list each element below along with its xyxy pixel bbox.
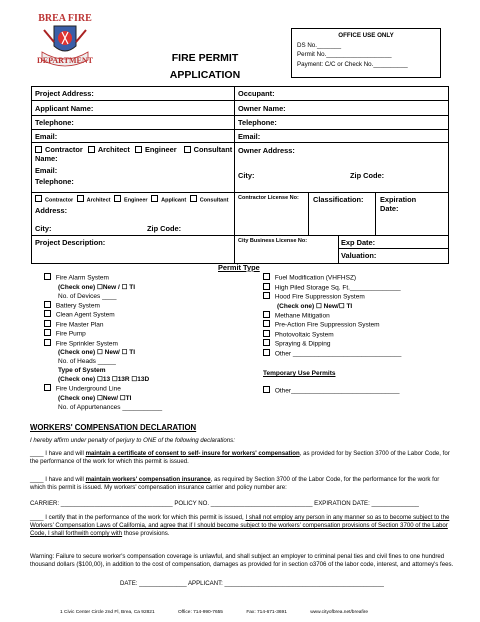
permit-left-label: Fire Sprinkler System — [55, 340, 118, 347]
permit-left-item[interactable] — [44, 301, 244, 311]
declaration-self-insure[interactable]: ____ I have and will maintain a certificate of consent to self- insure for workers' compensation, as provided for by Section 3700 of the Labor Code, for the performance of the work for which this permit is issued. — [30, 450, 450, 465]
permit-left-label: Fire Underground Line — [55, 385, 121, 393]
payment-field: Payment: C/C or Check No.__________ — [297, 60, 408, 68]
permit-left-checkbox[interactable] — [44, 339, 51, 346]
permit-right-label: Spraying & Dipping — [274, 340, 331, 348]
permit-left-checkbox[interactable] — [44, 320, 51, 327]
telephone-label: Telephone: — [35, 118, 74, 127]
permit-left-item[interactable] — [44, 273, 244, 283]
permit-right-item[interactable] — [263, 311, 463, 321]
permit-right-checkbox[interactable] — [263, 320, 270, 327]
applicant-form-grid — [31, 86, 449, 264]
owner-telephone-label: Telephone: — [238, 118, 277, 127]
city-label: City: — [35, 224, 52, 233]
footer-address: 1 Civic Center Circle 2nd Fl, Brea, Ca 92821 — [60, 610, 155, 615]
owner-address-label: Owner Address: — [238, 146, 295, 155]
architect-checkbox[interactable] — [88, 146, 95, 153]
permit-right-item[interactable] — [263, 330, 463, 340]
permit-type-right-list — [263, 273, 463, 358]
temporary-use-heading: Temporary Use Permits — [263, 370, 336, 377]
permit-number: Permit No.___________________ — [297, 51, 392, 58]
permit-right-label: Fuel Modification (VHFHSZ) — [274, 274, 357, 282]
applicant-name-label: Applicant Name: — [35, 104, 94, 113]
permit-right-checkbox[interactable] — [263, 330, 270, 337]
classification-label: Classification: — [313, 195, 364, 204]
permit-left-item — [44, 403, 244, 412]
permit-left-item[interactable] — [44, 329, 244, 339]
occupant-label: Occupant: — [238, 89, 275, 98]
title-line-2: APPLICATION — [169, 69, 241, 81]
permit-left-checkbox[interactable] — [44, 384, 51, 391]
permit-left-checkbox[interactable] — [44, 273, 51, 280]
owner-city-label: City: — [238, 171, 255, 180]
consultant-checkbox[interactable] — [184, 146, 191, 153]
ds-number: DS No._______ — [297, 41, 342, 49]
permit-right-checkbox[interactable] — [263, 311, 270, 318]
role-checkboxes-1[interactable]: Contractor Architect Engineer Consultant — [35, 145, 232, 154]
permit-right-label: Other ______________________________ — [274, 350, 402, 357]
permit-left-item[interactable] — [44, 320, 244, 330]
project-address-label: Project Address: — [35, 89, 94, 98]
permit-right-item[interactable] — [263, 283, 463, 293]
warning-text: Warning: Failure to secure worker's compensation coverage is unlawful, and shall subject an employer to criminal penal ties and civil fines to one hundred thousand dollars ($100,00), in addition to the cost of compensation, damages as provided for in section o3706 of the labor code, interest, and attorney's fees. — [30, 553, 454, 568]
permit-left-label: (Check one) ☐New / ☐ TI — [58, 283, 136, 291]
footer-office: Office: 714-990-7655 — [178, 610, 223, 615]
permit-left-checkbox[interactable] — [44, 310, 51, 317]
owner-email-label: Email: — [238, 132, 261, 141]
permit-right-checkbox[interactable] — [263, 339, 270, 346]
project-description-label: Project Description: — [35, 238, 106, 247]
email-label-2: Email: — [35, 166, 58, 175]
permit-left-checkbox[interactable] — [44, 301, 51, 308]
permit-left-item — [44, 366, 244, 375]
declaration-insurance[interactable]: ____ I have and will maintain workers' compensation insurance, as required by Section 3700 of the Labor Code, for the performance for the work for which this permit is issued. My workers' compensation insurance carrier and policy number are: — [30, 476, 440, 491]
expiration-date-label: Expiration Date: — [380, 195, 417, 213]
engineer-checkbox-2[interactable] — [114, 195, 121, 202]
permit-left-item[interactable] — [44, 339, 244, 349]
business-license-label: City Business License No: — [238, 238, 308, 244]
applicant-checkbox-2[interactable] — [151, 195, 158, 202]
role-checkboxes-2[interactable]: Contractor Architect Engineer Applicant Consultant — [35, 195, 228, 204]
permit-left-item[interactable] — [44, 310, 244, 320]
contractor-checkbox-2[interactable] — [35, 195, 42, 202]
permit-left-label: Fire Master Plan — [55, 321, 104, 328]
permit-right-checkbox[interactable] — [263, 349, 270, 356]
footer-fax: Fax: 714-671-3691 — [246, 610, 287, 615]
telephone-label-2: Telephone: — [35, 177, 74, 186]
permit-left-label: (Check one) ☐13 ☐13R ☐13D — [58, 376, 150, 383]
temporary-other-checkbox[interactable] — [263, 386, 270, 393]
permit-right-checkbox[interactable] — [263, 283, 270, 290]
permit-right-item — [263, 302, 463, 311]
engineer-checkbox[interactable] — [135, 146, 142, 153]
permit-left-item — [44, 394, 244, 403]
brea-fire-logo — [32, 8, 98, 74]
workers-comp-heading: WORKERS' COMPENSATION DECLARATION — [30, 423, 197, 432]
affirm-text: I hereby affirm under penalty of perjury to ONE of the following declarations: — [30, 437, 235, 444]
permit-right-item[interactable] — [263, 339, 463, 349]
logo-bottom-text: DEPARTMENT — [36, 56, 94, 65]
permit-left-item[interactable] — [44, 384, 244, 394]
email-label: Email: — [35, 132, 58, 141]
permit-left-label: No. of Heads _____ — [58, 358, 116, 365]
permit-left-item — [44, 292, 244, 301]
permit-type-left-list — [44, 273, 244, 412]
owner-name-label: Owner Name: — [238, 104, 286, 113]
permit-left-item — [44, 283, 244, 292]
permit-right-item[interactable] — [263, 320, 463, 330]
permit-right-checkbox[interactable] — [263, 273, 270, 280]
permit-left-item — [44, 348, 244, 357]
title-line-1: FIRE PERMIT — [171, 52, 239, 64]
owner-zip-label: Zip Code: — [350, 171, 385, 180]
permit-left-label: No. of Appurtenances ___________ — [58, 403, 163, 411]
valuation-label: Valuation: — [341, 251, 377, 260]
contractor-checkbox[interactable] — [35, 146, 42, 153]
carrier-policy-line[interactable]: CARRIER: _________________________________ POLICY NO. ______________________________ EXPIRATION DATE: ______________ — [30, 500, 419, 507]
permit-left-item — [44, 375, 244, 384]
permit-right-item[interactable] — [263, 292, 463, 302]
permit-left-label: No. of Devices ____ — [58, 292, 117, 300]
temporary-other-row[interactable] — [263, 386, 400, 396]
zip-label: Zip Code: — [147, 224, 182, 233]
permit-left-item — [44, 357, 244, 366]
permit-right-item[interactable] — [263, 349, 463, 359]
footer-web: www.cityofbrea.net/breafire — [310, 610, 369, 615]
permit-left-label: Battery System — [55, 302, 100, 309]
permit-right-label: Photovoltaic System — [274, 331, 334, 338]
exp-date-label: Exp Date: — [341, 238, 376, 247]
permit-left-label: Clean Agent System — [55, 311, 115, 319]
permit-left-label: Fire Alarm System — [55, 274, 109, 282]
permit-type-heading: Permit Type — [218, 263, 260, 272]
permit-left-label: (Check one) ☐New/ ☐TI — [58, 394, 132, 402]
permit-right-label: Methane Mitigation — [274, 312, 330, 319]
permit-left-label: (Check one) ☐ New/ ☐ TI — [58, 349, 136, 356]
address-label: Address: — [35, 206, 68, 215]
permit-right-label: High Piled Storage Sq. Ft.______________ — [274, 284, 401, 291]
office-use-box — [291, 28, 441, 78]
consultant-checkbox-2[interactable] — [190, 195, 197, 202]
page-title — [150, 50, 260, 84]
office-use-heading: OFFICE USE ONLY — [338, 32, 394, 39]
permit-left-checkbox[interactable] — [44, 329, 51, 336]
permit-right-label: Pre-Action Fire Suppression System — [274, 321, 380, 329]
permit-left-label: Type of System — [58, 367, 106, 374]
signature-line[interactable]: DATE: ______________ APPLICANT: _______________________________________________ — [120, 580, 384, 587]
contractor-license-label: Contractor License No: — [238, 195, 299, 201]
permit-left-label: Fire Pump — [55, 330, 86, 338]
declaration-no-employees[interactable]: ____ I certify that in the performance of the work for which this permit is issued, I shall not employ any person in any manner so as to become subject to the Workers' Compensation Laws of California, and agree that if I should become subject to the workers' compensation provisions of Section 3700 of the Labor Code, I shall forthwith comply with those provisions. — [30, 514, 450, 537]
footer — [60, 610, 460, 615]
permit-right-label: (Check one) ☐ New/☐ TI — [277, 302, 353, 310]
architect-checkbox-2[interactable] — [77, 195, 84, 202]
permit-right-item[interactable] — [263, 273, 463, 283]
permit-right-label: Hood Fire Suppression System — [274, 293, 365, 301]
permit-right-checkbox[interactable] — [263, 292, 270, 299]
logo-top-text: BREA FIRE — [38, 13, 92, 24]
name-label: Name: — [35, 154, 58, 163]
temporary-other-label: Other______________________________ — [274, 387, 400, 395]
